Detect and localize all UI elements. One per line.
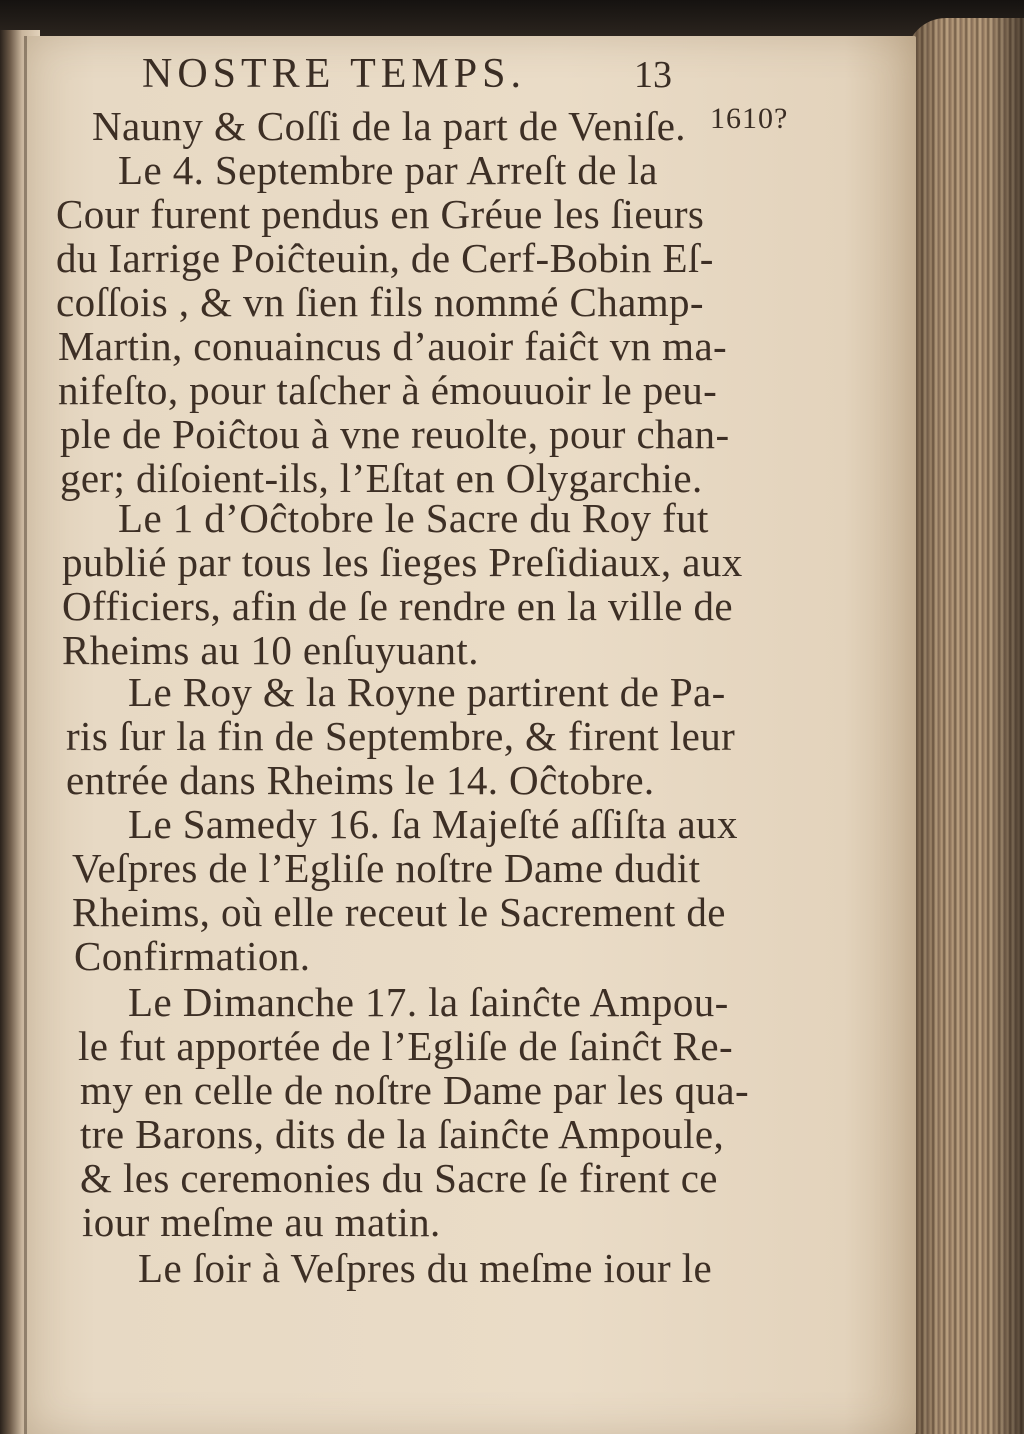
text-line: le fut apportée de l’Egliſe de ſainĉt Re- <box>78 1023 734 1069</box>
text-line: Le 4. Septembre par Arreſt de la <box>118 147 658 193</box>
text-line: Nauny & Coſſi de la part de Veniſe. <box>92 103 686 149</box>
text-line: ris ſur la fin de Septembre, & firent leur <box>66 713 736 759</box>
text-line: Le Samedy 16. ſa Majeſté aſſiſta aux <box>128 801 738 847</box>
text-line: Le 1 d’Oĉtobre le Sacre du Roy fut <box>118 495 709 541</box>
text-line: Confirmation. <box>74 933 311 979</box>
running-head: NOSTRE TEMPS. <box>142 51 526 97</box>
text-line: iour meſme au matin. <box>82 1199 441 1245</box>
text-line: nifeſto, pour taſcher à émouuoir le peu- <box>58 367 718 413</box>
text-line: Rheims, où elle receut le Sacrement de <box>72 889 726 935</box>
text-line: Le ſoir à Veſpres du meſme iour le <box>138 1245 713 1291</box>
text-line: Officiers, afin de ſe rendre en la ville de <box>62 583 733 629</box>
text-line: my en celle de noſtre Dame par les qua- <box>80 1067 750 1113</box>
text-line: publié par tous les ſieges Preſidiaux, aux <box>62 539 743 585</box>
text-line: Rheims au 10 enſuyuant. <box>62 627 479 673</box>
text-line: & les ceremonies du Sacre ſe firent ce <box>80 1155 718 1201</box>
text-line: Le Dimanche 17. la ſainĉte Ampou- <box>128 979 729 1025</box>
page-number: 13 <box>634 54 672 96</box>
text-line: tre Barons, dits de la ſainĉte Ampoule, <box>80 1111 725 1157</box>
text-line: Veſpres de l’Egliſe noſtre Dame dudit <box>72 845 701 891</box>
text-line: Le Roy & la Royne partirent de Pa- <box>128 669 726 715</box>
text-line: ger; diſoient-ils, l’Eſtat en Olygarchie. <box>60 455 703 501</box>
text-line: coſſois , & vn ſien fils nommé Champ- <box>56 279 704 325</box>
margin-year-note: 1610? <box>710 102 789 135</box>
text-line: Martin, conuaincus d’auoir faiĉt vn ma- <box>58 323 728 369</box>
text-line: Cour furent pendus en Gréue les ſieurs <box>56 191 705 237</box>
text-line: ple de Poiĉtou à vne reuolte, pour chan- <box>60 411 730 457</box>
text-line: du Iarrige Poiĉteuin, de Cerf-Bobin Eſ- <box>56 235 714 281</box>
text-line: entrée dans Rheims le 14. Oĉtobre. <box>66 757 655 803</box>
